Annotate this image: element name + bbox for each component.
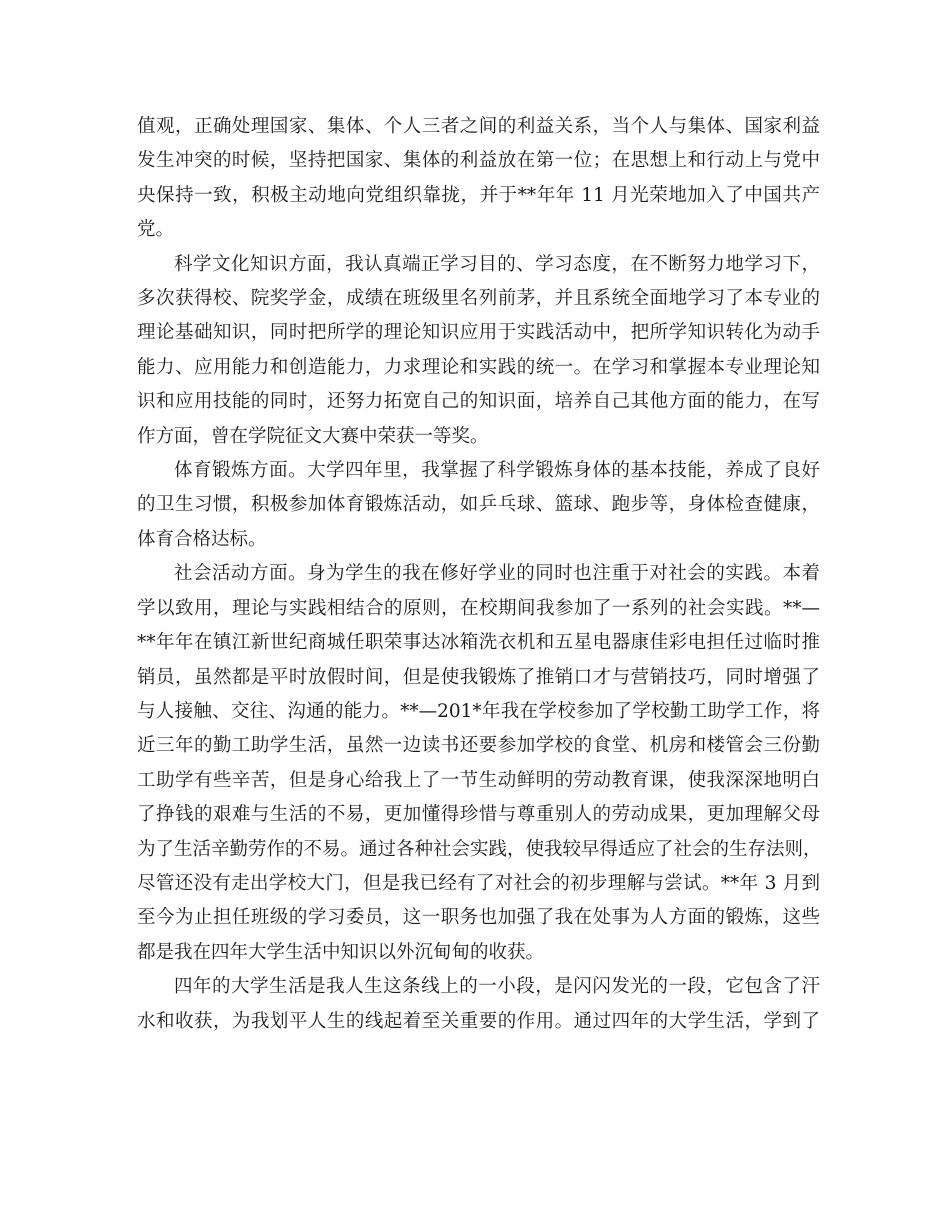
text-line: 多次获得校、院奖学金，成绩在班级里名列前茅，并且系统全面地学习了本专业的 xyxy=(137,288,820,310)
text-line: 学以致用，理论与实践相结合的原则，在校期间我参加了一系列的社会实践。**— xyxy=(137,597,820,619)
text-line: 都是我在四年大学生活中知识以外沉甸甸的收获。 xyxy=(137,941,545,963)
paragraph-physical-exercise xyxy=(137,454,820,557)
text-line: 社会活动方面。身为学生的我在修好学业的同时也注重于对社会的实践。本着 xyxy=(174,563,820,585)
paragraph-social-activities xyxy=(137,557,820,970)
document-body xyxy=(137,110,820,1039)
text-line: 作方面，曾在学院征文大赛中荣获一等奖。 xyxy=(137,425,489,447)
text-line: 体育锻炼方面。大学四年里，我掌握了科学锻炼身体的基本技能，养成了良好 xyxy=(174,460,820,482)
text-line: 能力、应用能力和创造能力，力求理论和实践的统一。在学习和掌握本专业理论知 xyxy=(137,356,820,378)
text-line: 央保持一致，积极主动地向党组织靠拢，并于**年年 11 月光荣地加入了中国共产 xyxy=(137,184,820,206)
text-line: 发生冲突的时候，坚持把国家、集体的利益放在第一位；在思想上和行动上与党中 xyxy=(137,150,820,172)
text-line: 科学文化知识方面，我认真端正学习目的、学习态度，在不断努力地学习下， xyxy=(174,253,820,275)
text-line: 为了生活辛勤劳作的不易。通过各种社会实践，使我较早得适应了社会的生存法则， xyxy=(137,838,822,860)
text-line: 至今为止担任班级的学习委员，这一职务也加强了我在处事为人方面的锻炼，这些 xyxy=(137,907,820,929)
text-line: 近三年的勤工助学生活，虽然一边读书还要参加学校的食堂、机房和楼管会三份勤 xyxy=(137,735,820,757)
text-line: 与人接触、交往、沟通的能力。**—201*年我在学校参加了学校勤工助学工作，将 xyxy=(137,700,820,722)
text-line: 了挣钱的艰难与生活的不易，更加懂得珍惜与尊重别人的劳动成果，更加理解父母 xyxy=(137,804,820,826)
text-line: 销员，虽然都是平时放假时间，但是使我锻炼了推销口才与营销技巧，同时增强了 xyxy=(137,666,820,688)
paragraph-conclusion xyxy=(137,970,820,1039)
text-line: 工助学有些辛苦，但是身心给我上了一节生动鲜明的劳动教育课，使我深深地明白 xyxy=(137,769,820,791)
text-line: 四年的大学生活是我人生这条线上的一小段，是闪闪发光的一段，它包含了汗 xyxy=(174,976,820,998)
text-line: **年年在镇江新世纪商城任职荣事达冰箱洗衣机和五星电器康佳彩电担任过临时推 xyxy=(137,632,820,654)
text-line: 党。 xyxy=(137,219,175,241)
text-line: 理论基础知识，同时把所学的理论知识应用于实践活动中，把所学知识转化为动手 xyxy=(137,322,820,344)
text-line: 的卫生习惯，积极参加体育锻炼活动，如乒乓球、篮球、跑步等，身体检查健康， xyxy=(137,494,820,516)
text-line: 体育合格达标。 xyxy=(137,528,267,550)
text-line: 值观，正确处理国家、集体、个人三者之间的利益关系，当个人与集体、国家利益 xyxy=(137,116,820,137)
text-line: 水和收获，为我划平人生的线起着至关重要的作用。通过四年的大学生活，学到了 xyxy=(137,1010,820,1032)
paragraph-political-values xyxy=(137,110,820,248)
text-line: 识和应用技能的同时，还努力拓宽自己的知识面，培养自己其他方面的能力，在写 xyxy=(137,391,820,413)
text-line: 尽管还没有走出学校大门，但是我已经有了对社会的初步理解与尝试。**年 3 月到 xyxy=(137,872,820,894)
paragraph-academic-study xyxy=(137,248,820,454)
